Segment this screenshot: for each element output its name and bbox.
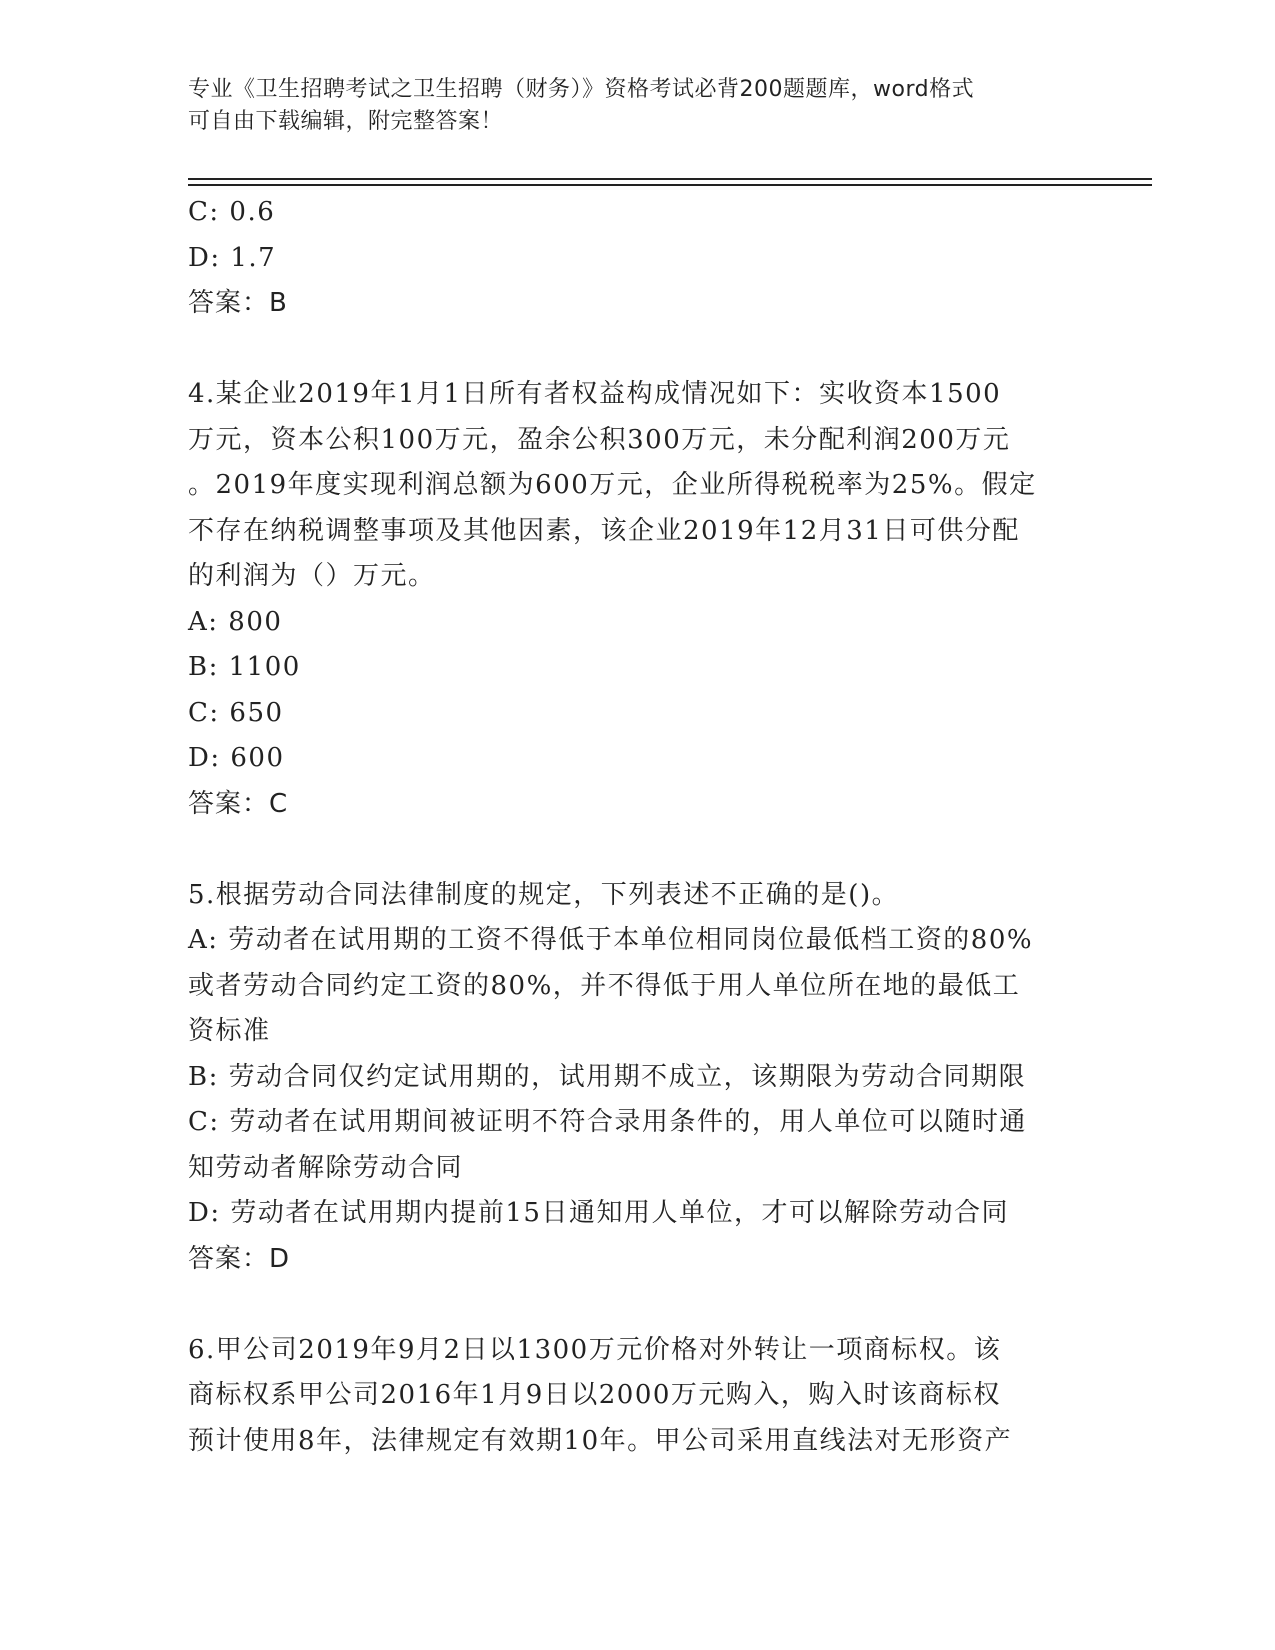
- question-stem-line: 商标权系甲公司2016年1月9日以2000万元购入，购入时该商标权: [188, 1380, 1001, 1410]
- question-stem-line: 。2019年度实现利润总额为600万元，企业所得税税率为25%。假定: [188, 470, 1037, 500]
- option-line: C: 0.6: [188, 197, 276, 227]
- option-line: B: 1100: [188, 652, 301, 682]
- question-stem-line: 的利润为（）万元。: [188, 561, 436, 591]
- option-line: A: 800: [188, 606, 283, 637]
- answer-line: 答案：B: [188, 288, 288, 318]
- question-stem-line: 4.某企业2019年1月1日所有者权益构成情况如下：实收资本1500: [188, 379, 1002, 409]
- question-stem-line: 6.甲公司2019年9月2日以1300万元价格对外转让一项商标权。该: [188, 1334, 1002, 1365]
- spacer: [188, 327, 1088, 373]
- document-body: [188, 190, 1088, 1464]
- question-6: [188, 1328, 1088, 1465]
- question-stem-line: 5.根据劳动合同法律制度的规定，下列表述不正确的是()。: [188, 879, 900, 910]
- spacer: [188, 1282, 1088, 1328]
- header-divider-bottom: [188, 184, 1152, 186]
- header-title-line-1: 专业《卫生招聘考试之卫生招聘（财务）》资格考试必背200题题库，word格式: [188, 77, 975, 102]
- option-line: 或者劳动合同约定工资的80%，并不得低于用人单位所在地的最低工: [188, 970, 1021, 1001]
- option-line: D: 劳动者在试用期内提前15日通知用人单位，才可以解除劳动合同: [188, 1198, 1009, 1228]
- option-line: C: 劳动者在试用期间被证明不符合录用条件的，用人单位可以随时通: [188, 1107, 1027, 1137]
- document-header: [188, 74, 1068, 138]
- header-title-line-2: 可自由下载编辑，附完整答案！: [188, 109, 504, 134]
- answer-line: 答案：D: [188, 1243, 291, 1274]
- option-line: B: 劳动合同仅约定试用期的，试用期不成立，该期限为劳动合同期限: [188, 1061, 1027, 1092]
- question-5: [188, 873, 1088, 1283]
- question-4: [188, 372, 1088, 827]
- option-line: 知劳动者解除劳动合同: [188, 1152, 464, 1183]
- option-line: C: 650: [188, 697, 284, 728]
- spacer: [188, 827, 1088, 873]
- header-divider-top: [188, 178, 1152, 180]
- option-line: D: 1.7: [188, 242, 277, 273]
- option-line: D: 600: [188, 743, 285, 773]
- option-line: A: 劳动者在试用期的工资不得低于本单位相同岗位最低档工资的80%: [188, 925, 1034, 955]
- question-stem-line: 万元，资本公积100万元，盈余公积300万元，未分配利润200万元: [188, 424, 1011, 455]
- answer-line: 答案：C: [188, 788, 289, 819]
- question-stem-line: 预计使用8年，法律规定有效期10年。甲公司采用直线法对无形资产: [188, 1425, 1013, 1456]
- question-stem-line: 不存在纳税调整事项及其他因素，该企业2019年12月31日可供分配: [188, 515, 1020, 546]
- option-line: 资标准: [188, 1016, 271, 1046]
